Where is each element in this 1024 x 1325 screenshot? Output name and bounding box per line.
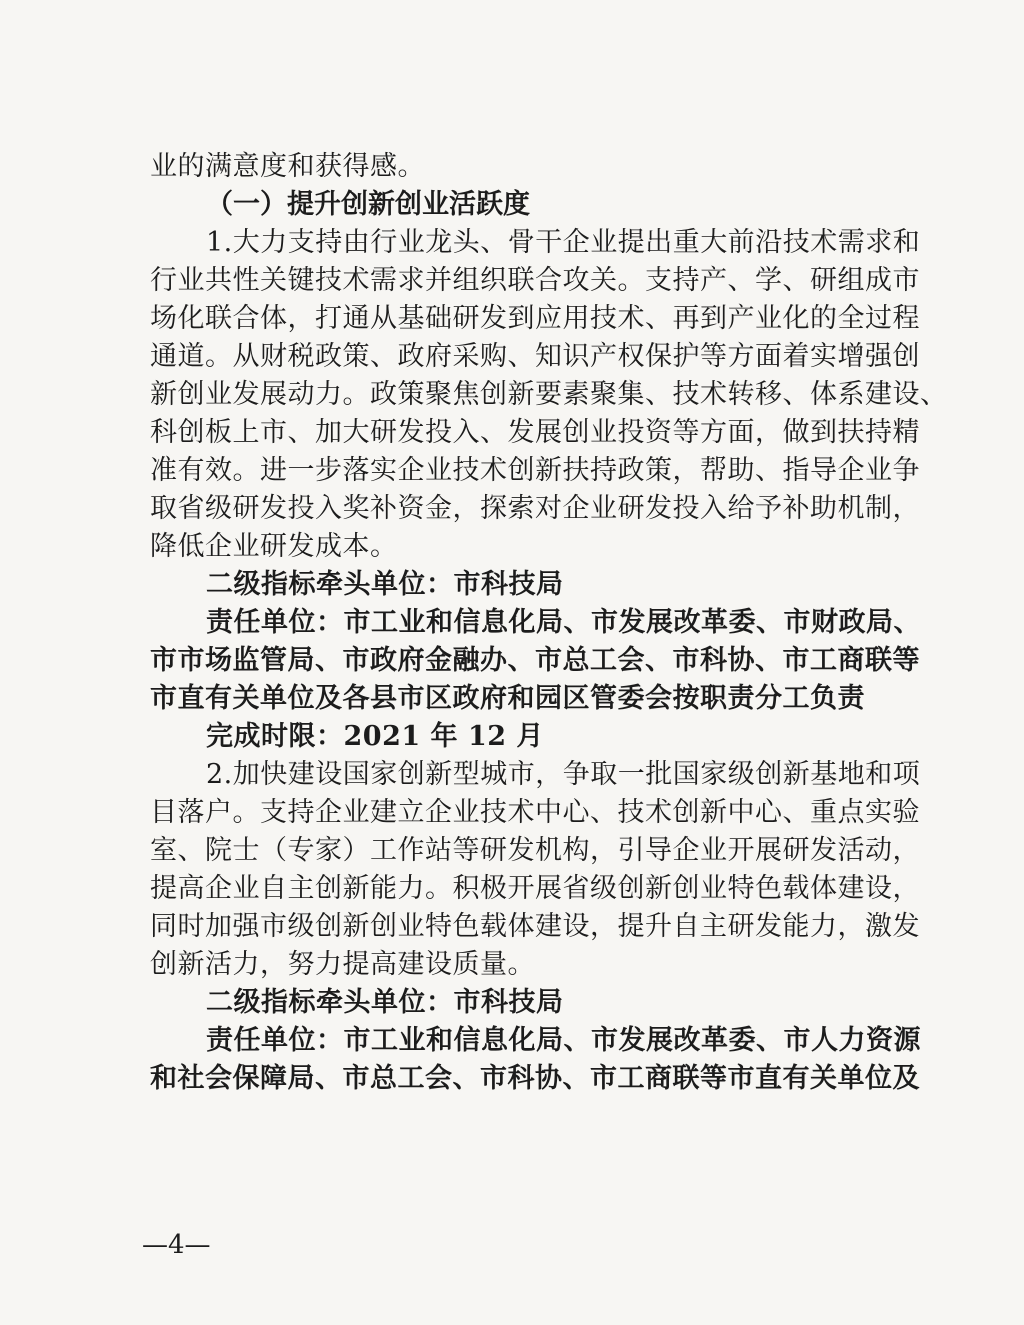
lead-unit-label: 二级指标牵头单位：市科技局: [206, 569, 564, 600]
text-line: 创新活力，努力提高建设质量。: [150, 949, 535, 980]
text-line: 1.大力支持由行业龙头、骨干企业提出重大前沿技术需求和: [206, 227, 921, 258]
text-line: 准有效。进一步落实企业技术创新扶持政策，帮助、指导企业争: [150, 455, 920, 486]
responsible-units-text: 市直有关单位及各县市区政府和园区管委会按职责分工负责: [150, 683, 865, 714]
text-line: 降低企业研发成本。: [150, 531, 398, 562]
text-line: 取省级研发投入奖补资金，探索对企业研发投入给予补助机制，: [150, 493, 920, 524]
text-line: 2.加快建设国家创新型城市，争取一批国家级创新基地和项: [206, 759, 921, 790]
text-line: 提高企业自主创新能力。积极开展省级创新创业特色载体建设，: [150, 873, 920, 904]
responsible-units-text: 市市场监管局、市政府金融办、市总工会、市科协、市工商联等: [150, 645, 920, 676]
text-line: 场化联合体，打通从基础研发到应用技术、再到产业化的全过程: [150, 303, 920, 334]
page-number: —4—: [142, 1230, 211, 1260]
responsible-units-label: 责任单位：市工业和信息化局、市发展改革委、市财政局、: [206, 607, 921, 638]
responsible-units-label: 责任单位：市工业和信息化局、市发展改革委、市人力资源: [206, 1025, 921, 1056]
responsible-units-text: 和社会保障局、市总工会、市科协、市工商联等市直有关单位及: [150, 1063, 920, 1094]
text-line: 同时加强市级创新创业特色载体建设，提升自主研发能力，激发: [150, 911, 920, 942]
text-line: 通道。从财税政策、政府采购、知识产权保护等方面着实增强创: [150, 341, 920, 372]
text-line: 新创业发展动力。政策聚焦创新要素聚集、技术转移、体系建设、: [150, 379, 948, 410]
text-line: 业的满意度和获得感。: [150, 151, 425, 182]
deadline-label: 完成时限：2021 年 12 月: [206, 721, 544, 752]
text-line: 科创板上市、加大研发投入、发展创业投资等方面，做到扶持精: [150, 417, 920, 448]
text-line: 室、院士（专家）工作站等研发机构，引导企业开展研发活动，: [150, 835, 920, 866]
text-line: 目落户。支持企业建立企业技术中心、技术创新中心、重点实验: [150, 797, 920, 828]
text-line: 行业共性关键技术需求并组织联合攻关。支持产、学、研组成市: [150, 265, 920, 296]
lead-unit-label: 二级指标牵头单位：市科技局: [206, 987, 564, 1018]
section-heading: （一）提升创新创业活跃度: [206, 189, 530, 220]
body-text: [150, 148, 948, 1098]
